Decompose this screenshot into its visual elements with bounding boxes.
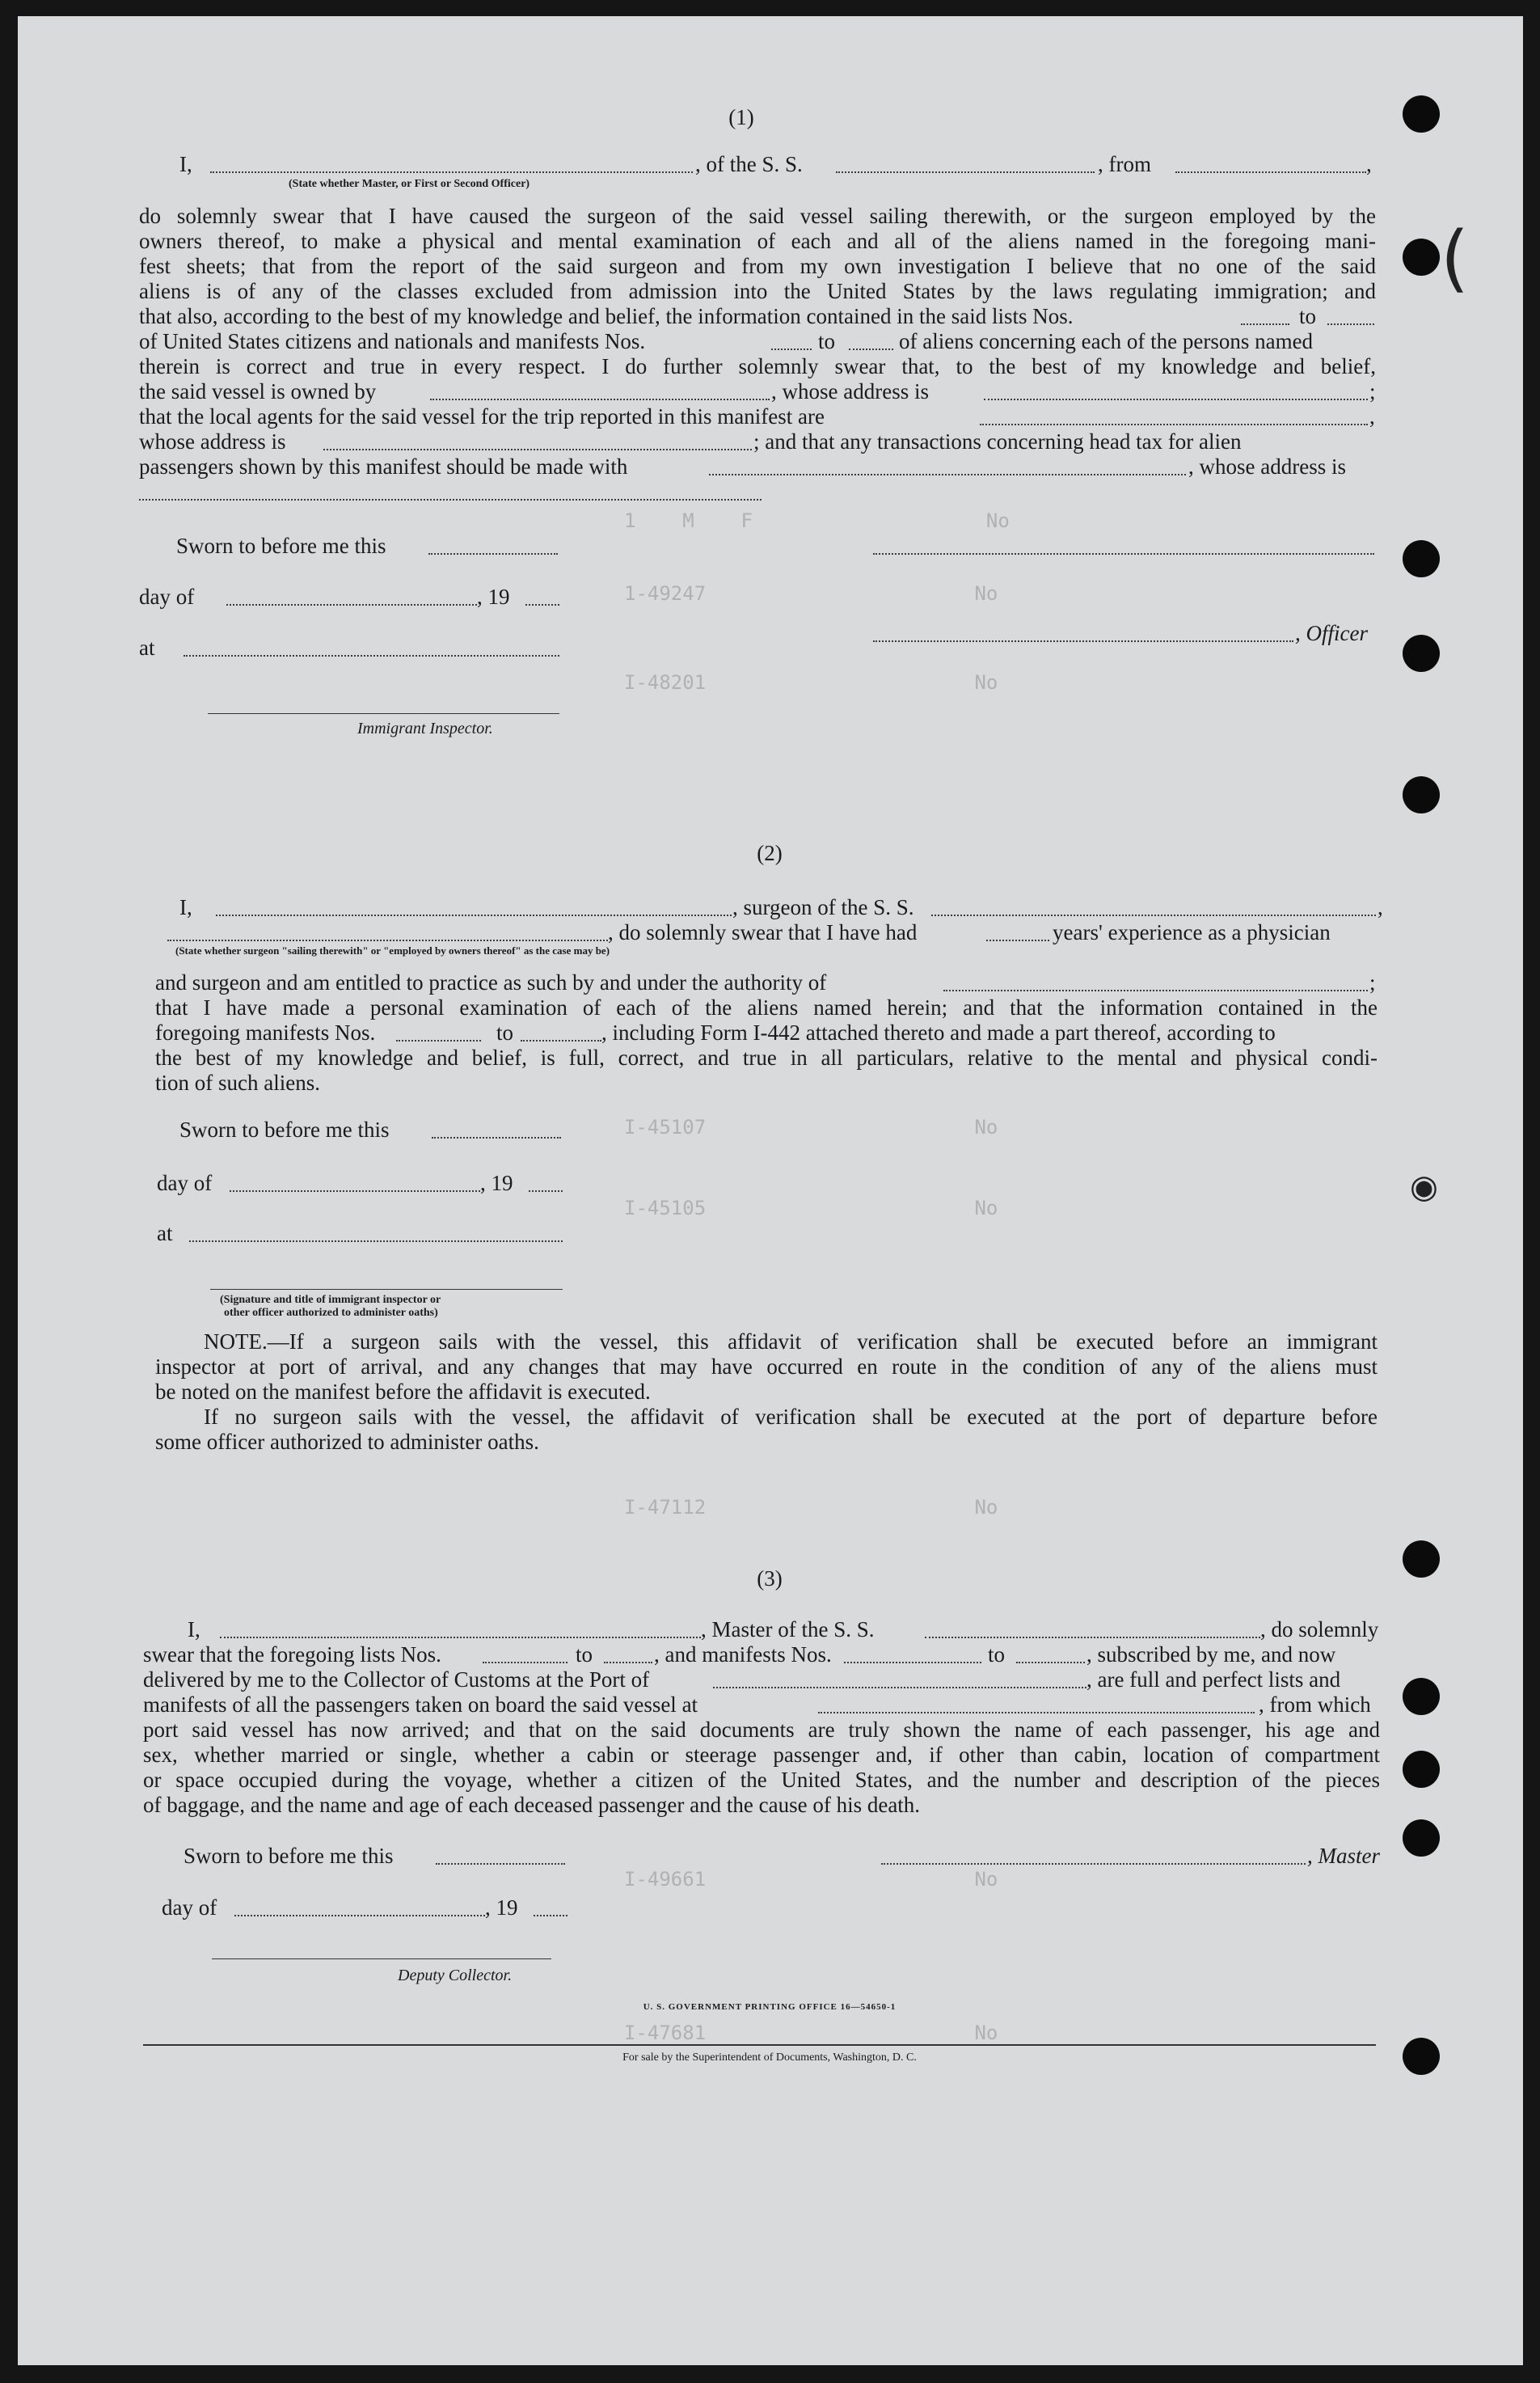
oath-line-6: of United States citizens and nationals and manifests Nos. <box>139 329 646 353</box>
note-line-4: If no surgeon sails with the vessel, the affidavit of verification shall be executed at the port of departure before <box>204 1405 1378 1429</box>
head-tax-label: ; and that any transactions concerning head tax for alien <box>753 429 1242 454</box>
sworn-day-field[interactable] <box>428 553 558 555</box>
surgeon-name-field[interactable] <box>216 915 732 916</box>
master-of-ss-label: , Master of the S. S. <box>701 1617 875 1641</box>
owner-address-field[interactable] <box>984 399 1368 400</box>
inspector-signature-line[interactable] <box>208 713 559 714</box>
note-line-1: NOTE.—If a surgeon sails with the vessel, this affidavit of verification shall be executed before an immigrant <box>204 1329 1378 1354</box>
whose-address-label: , whose address is <box>771 379 929 404</box>
semicolon: ; <box>1369 970 1376 995</box>
note-line-2: inspector at port of arrival, and any changes that may have occurred en route in the condition of any of the aliens must <box>155 1354 1378 1379</box>
oath-line-3: fest sheets; that from the report of the said surgeon and from my own investigation I believe that no one of the said <box>139 254 1376 278</box>
day-of-label: day of <box>139 585 195 609</box>
year-field[interactable] <box>525 604 559 606</box>
officer-title-caption: (State whether Master, or First or Second Officer) <box>289 178 530 190</box>
surgeon-line-1: and surgeon and am entitled to practice as such by and under the authority of <box>155 970 827 995</box>
bleed-through-text: 1-49247 No <box>624 582 998 605</box>
master-manifests-from-field[interactable] <box>844 1662 981 1663</box>
deputy-collector-signature-line[interactable] <box>212 1958 551 1959</box>
vessel-owner-field[interactable] <box>430 399 770 400</box>
lists-to-field[interactable] <box>1327 323 1374 325</box>
section-number-1: (1) <box>728 105 754 129</box>
at-place-field[interactable] <box>189 1240 563 1242</box>
deputy-collector-label: Deputy Collector. <box>398 1967 513 1984</box>
day-of-month-field[interactable] <box>234 1915 485 1916</box>
sworn-label: Sworn to before me this <box>176 534 386 558</box>
master-line-4: port said vessel has now arrived; and that on the said documents are truly shown the name of each passenger, his age and <box>143 1718 1380 1742</box>
master-lists-from-field[interactable] <box>483 1662 567 1663</box>
solemnly-swear-label: , do solemnly swear that I have had <box>608 920 918 944</box>
sworn-day-field[interactable] <box>432 1137 561 1139</box>
master-signature-field[interactable] <box>881 1863 1306 1865</box>
years-field[interactable] <box>986 940 1049 941</box>
semicolon: ; <box>1369 379 1376 404</box>
day-of-label: day of <box>157 1171 213 1195</box>
manifests-from-field[interactable] <box>771 349 812 350</box>
sworn-day-field[interactable] <box>436 1863 565 1865</box>
boarding-port-field[interactable] <box>818 1712 1255 1713</box>
bleed-through-text: I-49661 No <box>624 1868 998 1891</box>
binder-hole <box>1403 635 1440 672</box>
bleed-through-text: 1 M F No <box>624 509 1010 532</box>
printing-office-imprint: U. S. GOVERNMENT PRINTING OFFICE 16—54650-1 <box>643 2002 897 2012</box>
sworn-label: Sworn to before me this <box>179 1118 390 1142</box>
day-of-month-field[interactable] <box>230 1190 480 1192</box>
at-place-field[interactable] <box>184 655 559 657</box>
bleed-through-text: I-45107 No <box>624 1116 998 1139</box>
binder-hole <box>1403 1819 1440 1857</box>
to-label: to <box>576 1642 593 1667</box>
master-manifests-to-field[interactable] <box>1016 1662 1085 1663</box>
binder-hole <box>1403 1678 1440 1715</box>
from-label: , from <box>1098 152 1151 176</box>
at-label: at <box>139 636 155 660</box>
of-ss-label: , of the S. S. <box>695 152 803 176</box>
section-number-2: (2) <box>757 841 783 865</box>
oath-line-7: therein is correct and true in every respect. I do further solemnly swear that, to the best of my knowledge and belief, <box>139 354 1376 378</box>
pen-mark: ◉ <box>1410 1168 1438 1206</box>
head-tax-address-field[interactable] <box>139 499 762 501</box>
master-name-field[interactable] <box>220 1637 701 1638</box>
from-port-field[interactable] <box>1175 171 1366 173</box>
master-line-2: delivered by me to the Collector of Customs at the Port of <box>143 1667 650 1692</box>
surgeon-line-3: foregoing manifests Nos. <box>155 1020 376 1045</box>
officer-name-field[interactable] <box>210 171 693 173</box>
surgeon-line-5: tion of such aliens. <box>155 1071 320 1095</box>
aliens-concerning-label: of aliens concerning each of the persons named <box>899 329 1314 353</box>
officer-title-field[interactable] <box>873 640 1293 642</box>
surgeon-line-4: the best of my knowledge and belief, is full, correct, and true in all particulars, relative to the mental and physical condi- <box>155 1046 1378 1070</box>
master-line-6: or space occupied during the voyage, whether a citizen of the United States, and the number and description of the pieces <box>143 1768 1380 1792</box>
oath-line-9: that the local agents for the said vessel for the trip reported in this manifest are <box>139 404 825 429</box>
signature-caption-2: other officer authorized to administer oaths) <box>224 1307 438 1319</box>
day-of-label: day of <box>162 1895 217 1920</box>
binder-hole <box>1403 1751 1440 1788</box>
master-label: , Master <box>1307 1844 1380 1868</box>
comma: , <box>1378 895 1383 919</box>
authority-field[interactable] <box>943 990 1368 991</box>
master-lists-to-field[interactable] <box>604 1662 652 1663</box>
section-number-3: (3) <box>757 1566 783 1591</box>
year-field[interactable] <box>529 1190 563 1192</box>
oath-i-label: I, <box>179 895 192 919</box>
surgeon-manifests-to-field[interactable] <box>521 1040 601 1042</box>
bleed-through-text: I-45105 No <box>624 1197 998 1219</box>
note-line-3: be noted on the manifest before the affidavit is executed. <box>155 1380 651 1404</box>
year-field[interactable] <box>534 1915 567 1916</box>
surgeon-manifests-from-field[interactable] <box>396 1040 481 1042</box>
signature-caption-1: (Signature and title of immigrant inspector or <box>220 1294 441 1306</box>
year-label: , 19 <box>480 1171 513 1195</box>
oath-line-1: do solemnly swear that I have caused the surgeon of the said vessel sailing therewith, or the surgeon employed by the <box>139 204 1376 228</box>
oath-i-label: I, <box>188 1617 200 1641</box>
to-label: to <box>818 329 836 353</box>
from-which-label: , from which <box>1259 1692 1371 1717</box>
sworn-label: Sworn to before me this <box>184 1844 394 1868</box>
surgeon-status-field[interactable] <box>167 940 608 941</box>
oath-line-2: owners thereof, to make a physical and mental examination of each and all of the aliens named in the foregoing mani- <box>139 229 1376 253</box>
bleed-through-text: I-48201 No <box>624 671 998 694</box>
manifest-affidavit-page <box>18 16 1523 2365</box>
footer-rule <box>143 2044 1376 2046</box>
oath-line-5: that also, according to the best of my knowledge and belief, the information contained in the said lists Nos. <box>139 304 1074 328</box>
vessel-name-field[interactable] <box>836 171 1095 173</box>
oath-line-8: the said vessel is owned by <box>139 379 377 404</box>
for-sale-imprint: For sale by the Superintendent of Documents, Washington, D. C. <box>622 2051 917 2064</box>
year-label: , 19 <box>477 585 510 609</box>
agents-address-field[interactable] <box>323 449 752 450</box>
surgeon-status-caption: (State whether surgeon "sailing therewith" or "employed by owners thereof" as the case may be) <box>175 944 610 957</box>
master-line-7: of baggage, and the name and age of each deceased passenger and the cause of his death. <box>143 1793 921 1817</box>
and-manifests-label: , and manifests Nos. <box>654 1642 832 1667</box>
oath-line-4: aliens is of any of the classes excluded from admission into the United States by the laws regulating immigration; and <box>139 279 1376 303</box>
signature-line[interactable] <box>210 1289 563 1290</box>
subscribed-label: , subscribed by me, and now <box>1086 1642 1336 1667</box>
master-line-5: sex, whether married or single, whether a cabin or steerage passenger and, if other than cabin, location of compartment <box>143 1743 1380 1767</box>
port-field[interactable] <box>713 1687 1086 1688</box>
officer-signature-field[interactable] <box>873 553 1374 555</box>
whose-address-end-label: , whose address is <box>1188 454 1346 479</box>
surgeon-of-ss-label: , surgeon of the S. S. <box>732 895 914 919</box>
master-line-1: swear that the foregoing lists Nos. <box>143 1642 441 1667</box>
note-line-5: some officer authorized to administer oaths. <box>155 1430 539 1454</box>
oath-line-11: passengers shown by this manifest should be made with <box>139 454 628 479</box>
years-experience-label: years' experience as a physician <box>1053 920 1331 944</box>
surgeon-vessel-field[interactable] <box>931 915 1376 916</box>
binder-hole <box>1403 776 1440 813</box>
binder-hole <box>1403 540 1440 577</box>
lists-from-field[interactable] <box>1241 323 1289 325</box>
immigrant-inspector-label: Immigrant Inspector. <box>357 720 493 737</box>
pen-mark: ( <box>1441 216 1470 301</box>
to-label: to <box>496 1020 514 1045</box>
bleed-through-text: I-47681 No <box>624 2022 998 2044</box>
master-line-3: manifests of all the passengers taken on board the said vessel at <box>143 1692 698 1717</box>
oath-i-label: I, <box>179 152 192 176</box>
head-tax-agent-field[interactable] <box>709 474 1186 475</box>
local-agents-field[interactable] <box>980 424 1368 425</box>
year-label: , 19 <box>485 1895 518 1920</box>
bleed-through-text: I-47112 No <box>624 1496 998 1519</box>
surgeon-line-2: that I have made a personal examination of each of the aliens named herein; and that the information contained in the <box>155 995 1378 1020</box>
binder-hole <box>1403 239 1440 276</box>
to-label: to <box>1299 304 1317 328</box>
comma: , <box>1366 152 1372 176</box>
to-label: to <box>988 1642 1006 1667</box>
officer-label: , Officer <box>1295 621 1368 645</box>
do-solemnly-label: , do solemnly <box>1260 1617 1379 1641</box>
oath-line-10: whose address is <box>139 429 286 454</box>
comma: , <box>1369 404 1375 429</box>
including-form-label: , including Form I-442 attached thereto and made a part thereof, according to <box>601 1020 1276 1045</box>
at-label: at <box>157 1221 173 1245</box>
master-vessel-field[interactable] <box>925 1637 1260 1638</box>
day-of-month-field[interactable] <box>226 604 477 606</box>
are-full-label: , are full and perfect lists and <box>1086 1667 1341 1692</box>
manifests-to-field[interactable] <box>849 349 893 350</box>
